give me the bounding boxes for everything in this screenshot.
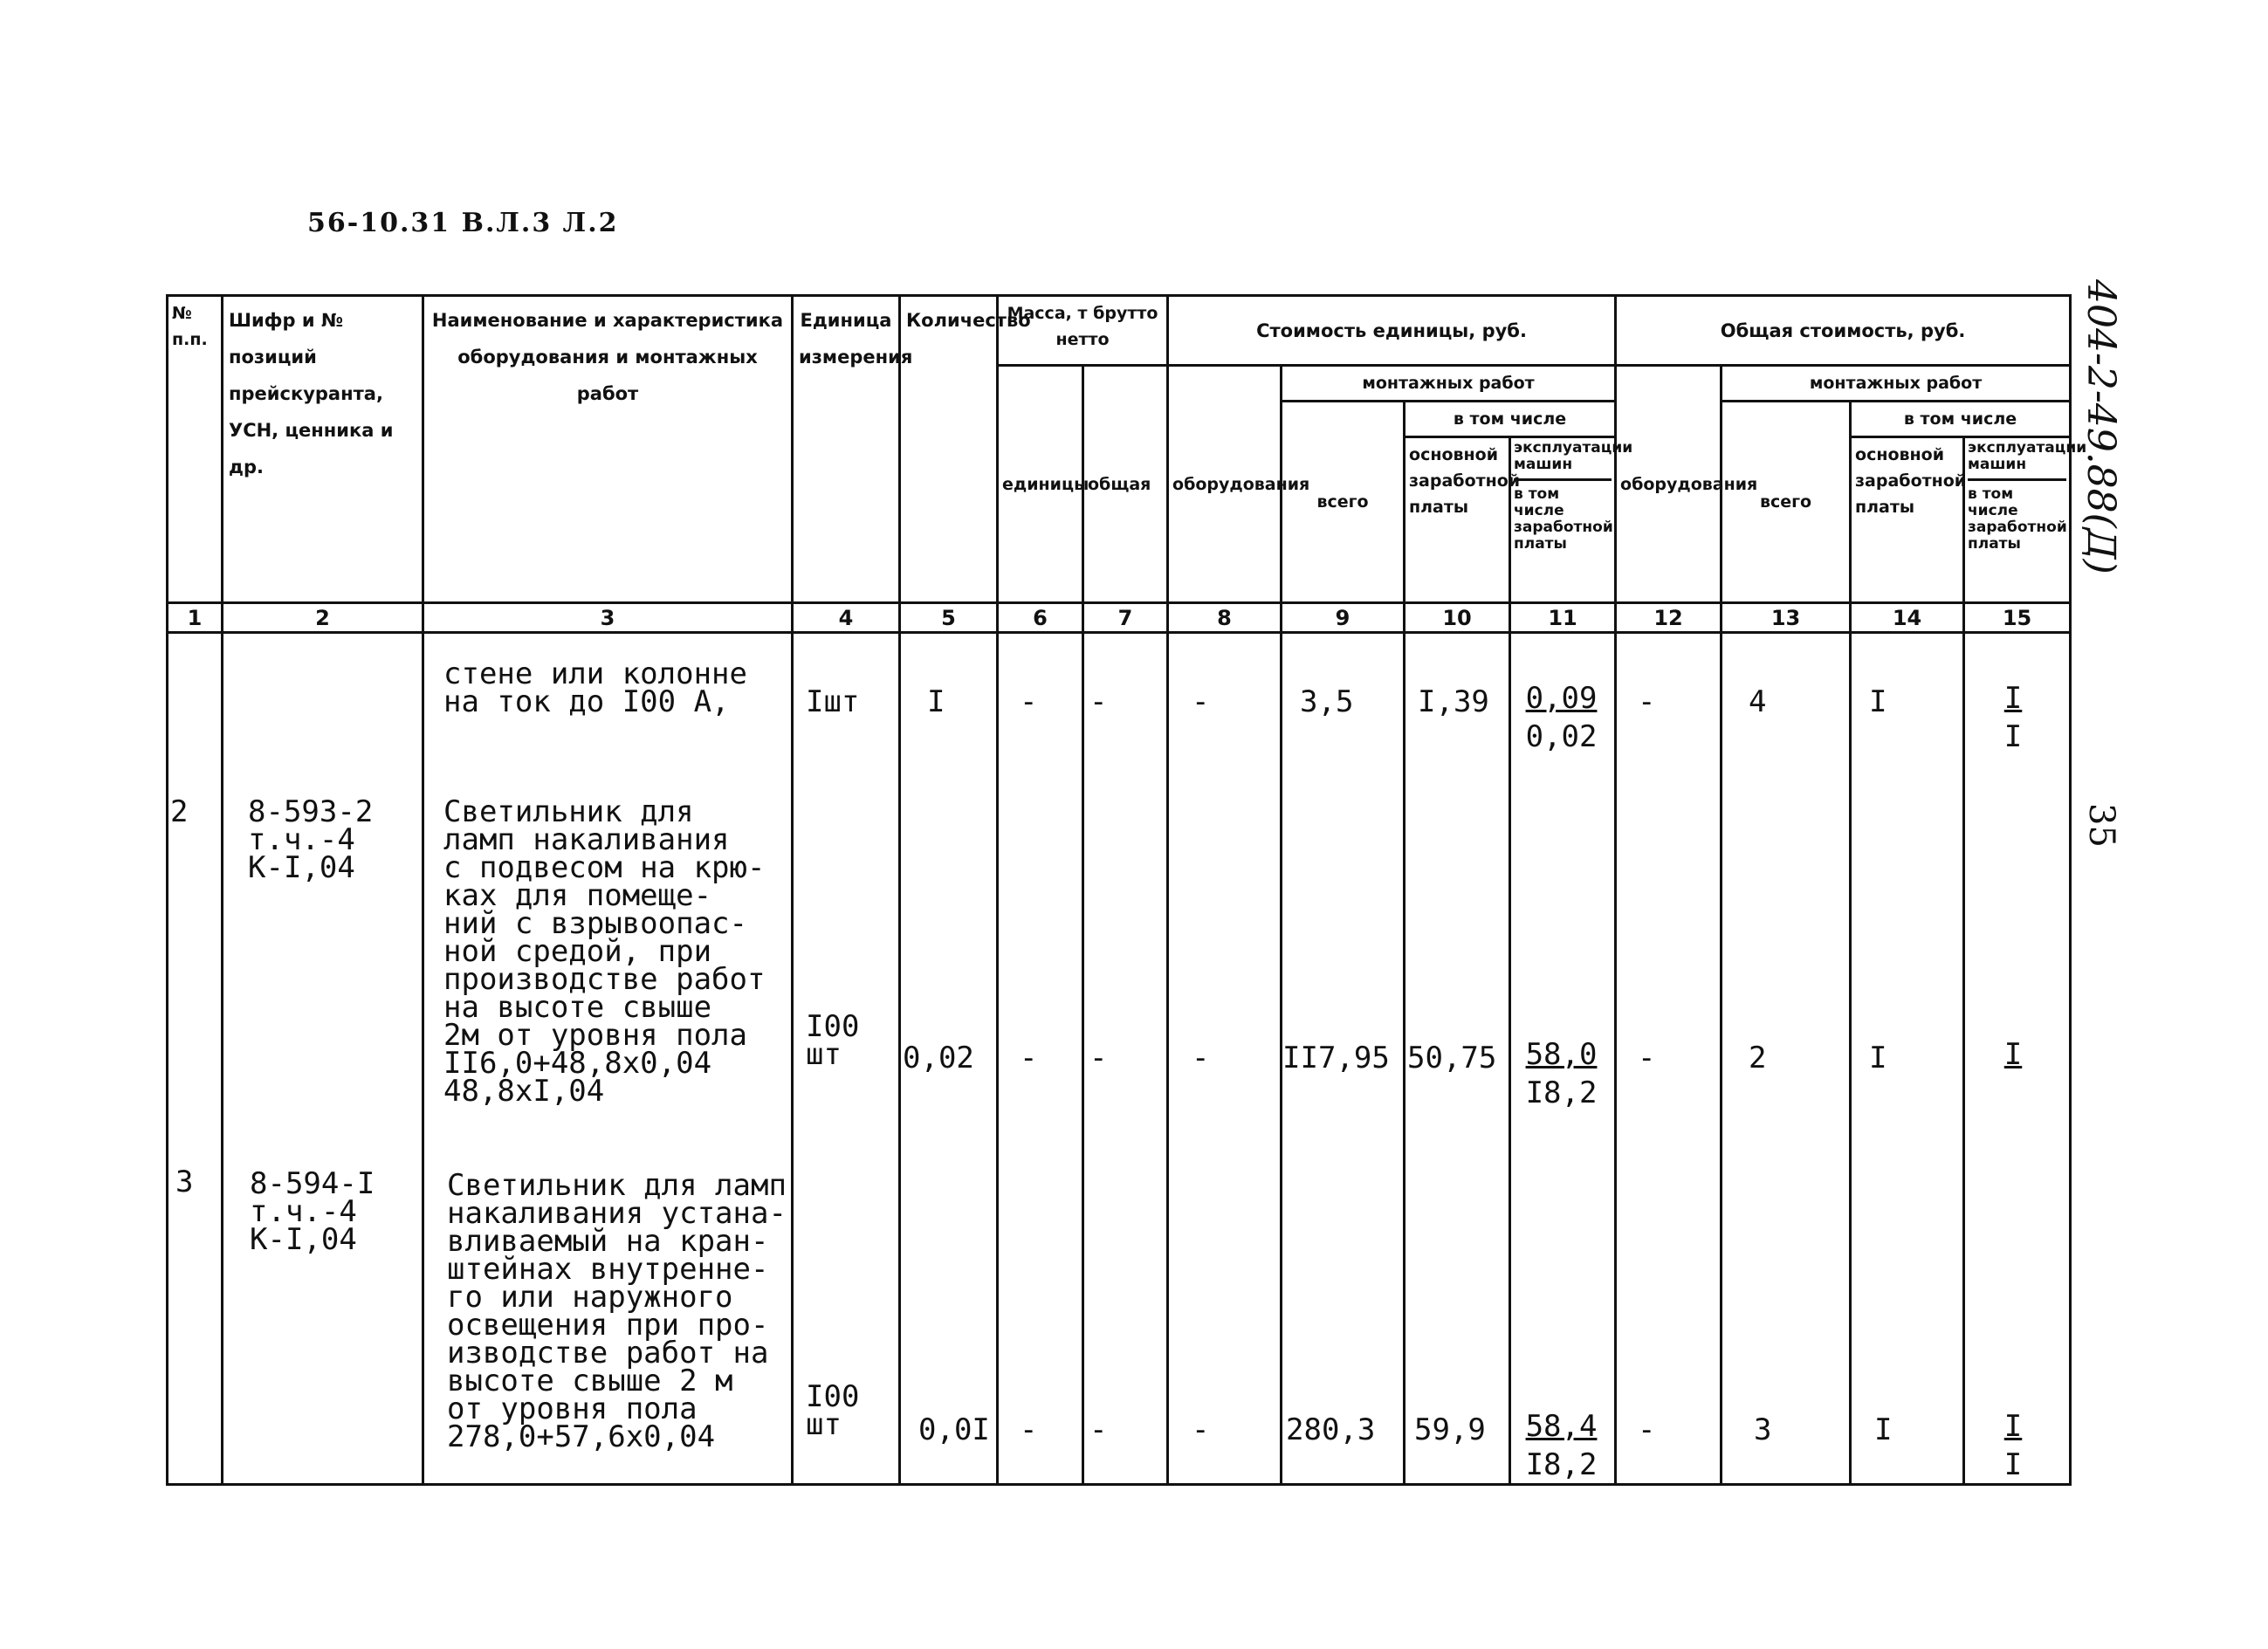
col-9-body: [1282, 633, 1405, 1485]
total-machine-cost: [1965, 1035, 2061, 1074]
total-equipment-cost: -: [1638, 1041, 1656, 1075]
incl-header: в том числе: [1405, 402, 1616, 437]
unit-equipment-cost: -: [1192, 1041, 1210, 1075]
unit-machine-cost: [1511, 679, 1612, 756]
machine-cost: I: [2003, 1409, 2023, 1444]
unit-equipment-cost: -: [1192, 1412, 1210, 1447]
col-number: 14: [1851, 603, 1964, 633]
side-code-text: 404-2-49.88(Д): [2079, 279, 2123, 574]
col-9-header: всего: [1282, 402, 1405, 603]
machine-wage: I: [2003, 1447, 2023, 1482]
total-wage: I: [1869, 1041, 1887, 1075]
mass-total: -: [1089, 1412, 1108, 1447]
position-code: 8-593-2 т.ч.-4 К-I,04: [248, 794, 374, 885]
total-machine-cost: [1965, 679, 2061, 756]
col-number: 2: [223, 603, 423, 633]
col-11b-label: в том числе заработной платы: [1514, 485, 1613, 553]
total-wage: I: [1874, 1412, 1893, 1447]
col-14-body: [1851, 633, 1964, 1485]
col-1-header: № п.п.: [168, 296, 223, 603]
col-7-body: [1083, 633, 1168, 1485]
col-number: 8: [1168, 603, 1282, 633]
total-wage: I: [1869, 684, 1887, 719]
incl2-header: в том числе: [1851, 402, 2071, 437]
mass-header: Масса, т брутто нетто: [998, 296, 1168, 366]
col-13-body: [1722, 633, 1851, 1485]
col-number: 3: [423, 603, 793, 633]
unit-total: 3,5: [1300, 684, 1354, 719]
col-5-header: Количество: [900, 296, 998, 603]
work-description: стене или колонне на ток до I00 А,: [443, 656, 747, 719]
mont2-header: монтажных работ: [1722, 366, 2071, 402]
col-11a-label: эксплуатации машин: [1514, 440, 1612, 481]
col-4-body: [793, 633, 900, 1485]
col-number: 1: [168, 603, 223, 633]
col-2-body: [223, 633, 423, 1485]
col-3-body: [423, 633, 793, 1485]
mass-unit: -: [1020, 1412, 1038, 1447]
col-number: 5: [900, 603, 998, 633]
total-equipment-cost: -: [1638, 1412, 1656, 1447]
document-code: 56-10.31 В.Л.3 Л.2: [307, 208, 619, 238]
total-equipment-cost: -: [1638, 684, 1656, 719]
col-number: 9: [1282, 603, 1405, 633]
col-5-body: [900, 633, 998, 1485]
total-cost: 2: [1749, 1041, 1767, 1075]
col-10-header: основной заработной платы: [1405, 437, 1510, 603]
col-number: 6: [998, 603, 1083, 633]
col-number: 11: [1510, 603, 1616, 633]
unit-equipment-cost: -: [1192, 684, 1210, 719]
col-15a-label: эксплуатации машин: [1968, 440, 2066, 481]
page-number-text: 35: [2081, 803, 2121, 848]
unit-wage: 50,75: [1407, 1041, 1497, 1075]
machine-cost: 58,0: [1525, 1037, 1598, 1072]
unit-wage: I,39: [1418, 684, 1489, 719]
total-cost: 4: [1749, 684, 1767, 719]
quantity: 0,0I: [918, 1412, 990, 1447]
machine-wage: I8,2: [1525, 1447, 1598, 1482]
position-code: 8-594-I т.ч.-4 К-I,04: [250, 1166, 375, 1257]
unit-total: 280,3: [1286, 1412, 1376, 1447]
mass-unit: -: [1020, 684, 1038, 719]
work-description: Светильник для ламп накаливания устана- вливаемый на кран- штейнах внутренне- го или наружного освещения при про- изводстве работ на высоте свыше 2 м от уровня пола 278,0+57,6x0,04: [447, 1168, 787, 1454]
unit-cost-header: Стоимость единицы, руб.: [1168, 296, 1616, 366]
machine-wage: I8,2: [1525, 1075, 1598, 1110]
unit-of-measure: I00 шт: [806, 1379, 860, 1442]
row-number: 2: [170, 794, 189, 829]
mass-total: -: [1089, 684, 1108, 719]
col-11-header: [1510, 437, 1633, 603]
unit-total: II7,95: [1282, 1041, 1390, 1075]
col-2-header: Шифр и № позиций прейскуранта, УСН, ценника и др.: [223, 296, 423, 603]
unit-of-measure: Iшт: [806, 684, 860, 719]
col-number: 7: [1083, 603, 1168, 633]
unit-machine-cost: [1511, 1407, 1612, 1484]
col-10-body: [1405, 633, 1510, 1485]
row-number: 3: [175, 1165, 194, 1199]
col-15-header: [1964, 437, 2087, 603]
machine-cost: 0,09: [1525, 681, 1598, 716]
estimate-table: [166, 294, 2087, 1486]
total-cost-header: Общая стоимость, руб.: [1616, 296, 2071, 366]
side-code: [2078, 279, 2132, 574]
machine-cost: I: [2003, 681, 2023, 716]
column-number-row: [168, 603, 2071, 633]
work-description: Светильник для ламп накаливания с подвесом на крю- ках для помеще- ний с взрывоопас- ной средой, при производстве работ на высоте свыше 2м от уровня пола II6,0+48,8x0,04 48,8xI,04: [443, 794, 766, 1109]
unit-of-measure: I00 шт: [806, 1009, 860, 1072]
col-15b-label: в том числе заработной платы: [1968, 485, 2067, 553]
col-number: 4: [793, 603, 900, 633]
quantity: 0,02: [903, 1041, 974, 1075]
col-number: 12: [1616, 603, 1722, 633]
col-number: 10: [1405, 603, 1510, 633]
mass-unit: -: [1020, 1041, 1038, 1075]
col-12-body: [1616, 633, 1722, 1485]
total-machine-cost: [1965, 1407, 2061, 1484]
col-13-header: всего: [1722, 402, 1851, 603]
col-1-body: [168, 633, 223, 1485]
quantity: I: [927, 684, 945, 719]
col-6-body: [998, 633, 1083, 1485]
unit-machine-cost: [1511, 1035, 1612, 1112]
col-4-header: Единица измерения: [793, 296, 900, 603]
col-3-header: Наименование и характеристика оборудования и монтажных работ: [423, 296, 793, 603]
col-number: 15: [1964, 603, 2071, 633]
col-14-header: основной заработной платы: [1851, 437, 1964, 603]
col-15-body: [1964, 633, 2071, 1485]
col-8-header: оборудования: [1168, 366, 1282, 603]
col-12-header: оборудования: [1616, 366, 1722, 603]
total-cost: 3: [1754, 1412, 1772, 1447]
table-body: [168, 633, 2071, 1485]
unit-wage: 59,9: [1414, 1412, 1486, 1447]
col-8-body: [1168, 633, 1282, 1485]
machine-wage: I: [2003, 719, 2023, 754]
machine-cost: I: [2003, 1037, 2023, 1072]
mass-total: -: [1089, 1041, 1108, 1075]
col-number: 13: [1722, 603, 1851, 633]
col-11-body: [1510, 633, 1616, 1485]
page-number: [2079, 803, 2132, 855]
machine-cost: 58,4: [1525, 1409, 1598, 1444]
machine-wage: 0,02: [1525, 719, 1598, 754]
mont-header: монтажных работ: [1282, 366, 1616, 402]
col-7-header: общая: [1083, 366, 1168, 603]
col-6-header: единицы: [998, 366, 1083, 603]
